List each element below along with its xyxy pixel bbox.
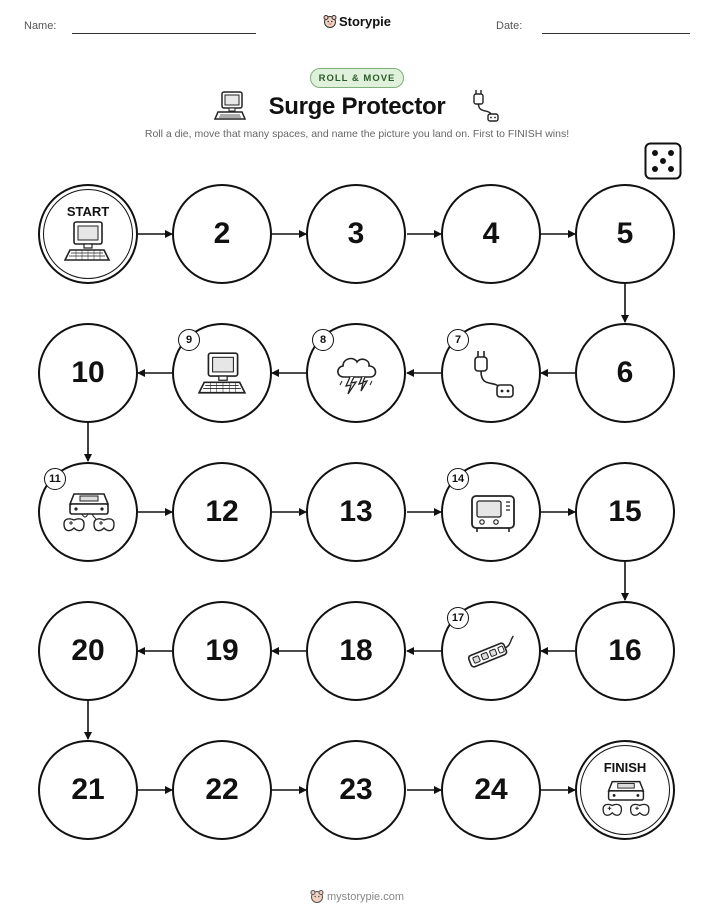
- space-number: 6: [616, 356, 634, 389]
- space-11[interactable]: [38, 462, 138, 562]
- space-20[interactable]: [38, 601, 138, 701]
- space-number: 12: [205, 495, 239, 528]
- space-badge: 14: [447, 468, 469, 490]
- space-14[interactable]: [441, 462, 541, 562]
- roll-and-move-badge: ROLL & MOVE: [310, 68, 404, 88]
- space-number: 24: [474, 773, 508, 806]
- space-number: 18: [339, 634, 373, 667]
- start-label: START: [66, 204, 110, 219]
- space-8[interactable]: [306, 323, 406, 423]
- plug-cord-icon: [469, 349, 517, 401]
- space-number: 4: [482, 217, 500, 250]
- space-badge: 8: [312, 329, 334, 351]
- space-5[interactable]: [575, 184, 675, 284]
- date-label: Date:: [496, 20, 523, 32]
- space-number: 5: [616, 217, 634, 250]
- space-number: 21: [71, 773, 105, 806]
- game-console-icon: [62, 490, 116, 538]
- space-21[interactable]: [38, 740, 138, 840]
- storypie-logo-icon: [310, 889, 324, 903]
- space-10[interactable]: [38, 323, 138, 423]
- computer-icon: [198, 351, 248, 397]
- game-console-icon: [601, 778, 651, 822]
- space-16[interactable]: [575, 601, 675, 701]
- space-number: 16: [608, 634, 642, 667]
- space-18[interactable]: [306, 601, 406, 701]
- start-space[interactable]: [38, 184, 138, 284]
- space-number: 10: [71, 356, 105, 389]
- space-23[interactable]: [306, 740, 406, 840]
- space-12[interactable]: [172, 462, 272, 562]
- space-24[interactable]: [441, 740, 541, 840]
- computer-icon: [64, 220, 112, 264]
- space-19[interactable]: [172, 601, 272, 701]
- microwave-icon: [469, 492, 517, 536]
- space-number: 15: [608, 495, 642, 528]
- footer: [0, 889, 714, 903]
- space-number: 22: [205, 773, 239, 806]
- space-15[interactable]: [575, 462, 675, 562]
- space-badge: 7: [447, 329, 469, 351]
- footer-site[interactable]: mystorypie.com: [326, 891, 405, 903]
- space-number: 3: [347, 217, 365, 250]
- space-badge: 17: [447, 607, 469, 629]
- space-badge: 9: [178, 329, 200, 351]
- space-number: 19: [205, 634, 239, 667]
- page-title: Surge Protector: [268, 93, 446, 120]
- space-17[interactable]: [441, 601, 541, 701]
- space-22[interactable]: [172, 740, 272, 840]
- space-3[interactable]: [306, 184, 406, 284]
- space-number: 23: [339, 773, 373, 806]
- brand-name: Storypie: [338, 14, 391, 29]
- storm-cloud-icon: [332, 351, 382, 397]
- finish-label: FINISH: [603, 760, 647, 775]
- space-number: 2: [213, 217, 231, 250]
- space-13[interactable]: [306, 462, 406, 562]
- space-4[interactable]: [441, 184, 541, 284]
- finish-space[interactable]: [575, 740, 675, 840]
- space-7[interactable]: [441, 323, 541, 423]
- power-strip-icon: [465, 633, 521, 673]
- instructions: Roll a die, move that many spaces, and name the picture you land on. First to FINISH wins!: [144, 128, 570, 140]
- space-number: 20: [71, 634, 105, 667]
- space-2[interactable]: [172, 184, 272, 284]
- space-number: 13: [339, 495, 373, 528]
- space-9[interactable]: [172, 323, 272, 423]
- name-label: Name:: [24, 20, 57, 32]
- space-badge: 11: [44, 468, 66, 490]
- space-6[interactable]: [575, 323, 675, 423]
